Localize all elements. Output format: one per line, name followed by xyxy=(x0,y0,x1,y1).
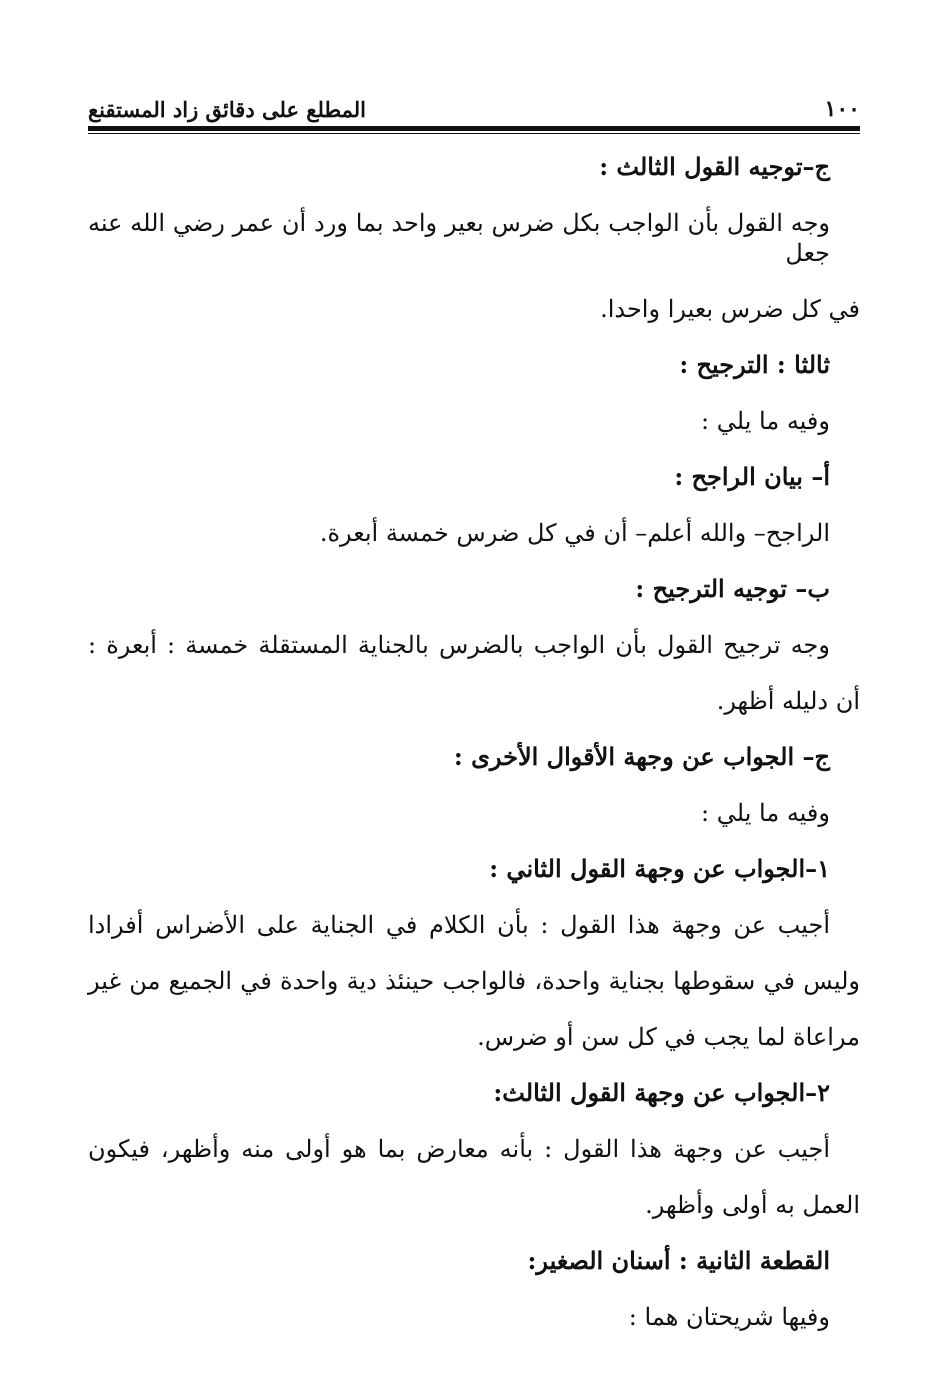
section-heading: ثالثا : الترجيح : xyxy=(679,350,830,379)
paragraph-line: أجيب عن وجهة هذا القول : بأن الكلام في الجناية على الأضراس أفرادا xyxy=(88,911,830,939)
paragraph-line: العمل به أولى وأظهر. xyxy=(645,1191,860,1219)
paragraph-line: في كل ضرس بعيرا واحدا. xyxy=(600,295,860,323)
paragraph-line: الراجح– والله أعلم– أن في كل ضرس خمسة أبعرة. xyxy=(319,519,830,547)
page-content xyxy=(88,152,860,1332)
header-rule-thick xyxy=(88,126,860,131)
header-rule-thin xyxy=(88,133,860,134)
paragraph-line: أن دليله أظهر. xyxy=(716,687,860,715)
document-page xyxy=(88,82,860,1358)
paragraph-line: وفيه ما يلي : xyxy=(701,799,830,827)
paragraph-line: مراعاة لما يجب في كل سن أو ضرس. xyxy=(477,1023,860,1051)
paragraph-line: أجيب عن وجهة هذا القول : بأنه معارض بما هو أولى منه وأظهر، فيكون xyxy=(88,1135,830,1163)
section-heading: أ– بيان الراجح : xyxy=(674,462,830,491)
section-heading: ج–توجيه القول الثالث : xyxy=(599,152,830,181)
page-number: ١٠٠ xyxy=(824,96,860,122)
section-heading: ب– توجيه الترجيح : xyxy=(635,574,830,603)
paragraph-line: وليس في سقوطها بجناية واحدة، فالواجب حينئذ دية واحدة في الجميع من غير xyxy=(88,967,860,995)
paragraph-line: وجه القول بأن الواجب بكل ضرس بعير واحد بما ورد أن عمر رضي الله عنه جعل xyxy=(88,209,830,267)
section-heading: ج– الجواب عن وجهة الأقوال الأخرى : xyxy=(453,742,830,771)
section-heading: ٢–الجواب عن وجهة القول الثالث: xyxy=(493,1078,830,1107)
book-title: المطلع على دقائق زاد المستقنع xyxy=(88,97,367,122)
paragraph-line: وجه ترجيح القول بأن الواجب بالضرس بالجناية المستقلة خمسة : أبعرة : xyxy=(88,631,830,659)
paragraph-line: وفيه ما يلي : xyxy=(701,407,830,435)
section-heading: القطعة الثانية : أسنان الصغير: xyxy=(527,1246,830,1275)
section-heading: ١–الجواب عن وجهة القول الثاني : xyxy=(489,854,830,883)
paragraph-line: وفيها شريحتان هما : xyxy=(628,1303,830,1331)
page-header xyxy=(88,82,860,122)
